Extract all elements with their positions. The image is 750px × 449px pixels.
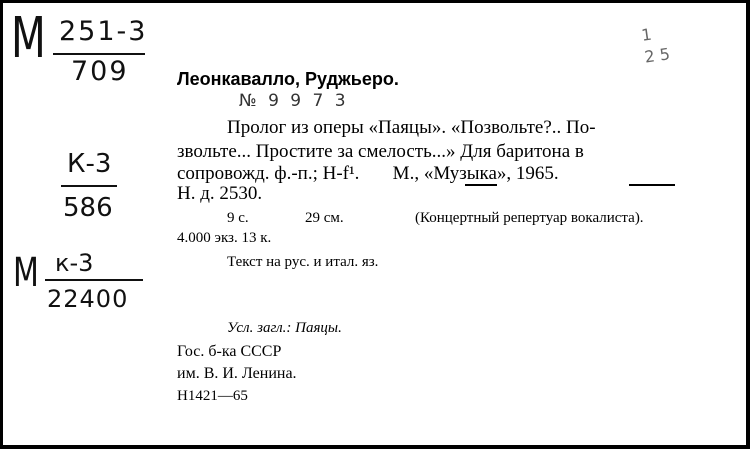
- collation-pages: 9 с.: [227, 210, 249, 226]
- language-note: Текст на рус. и итал. яз.: [227, 254, 379, 270]
- inventory-annotation: № 9 9 7 3: [239, 91, 349, 111]
- entry-heading: Леонкавалло, Руджьеро.: [177, 69, 399, 89]
- entry-body-line-4: Н. д. 2530.: [177, 183, 263, 204]
- uniform-title: Усл. загл.: Паяцы.: [227, 320, 342, 336]
- shelfmark-m2-top: к-3: [55, 249, 94, 277]
- underline-year: [629, 184, 675, 186]
- shelfmark-m1-rule: [53, 53, 145, 55]
- collation-size: 29 см.: [305, 210, 344, 226]
- underline-publisher: [465, 184, 497, 186]
- shelfmark-m2-rule: [45, 279, 143, 281]
- library-line-2: им. В. И. Ленина.: [177, 365, 297, 382]
- shelfmark-m2-prefix: М: [13, 250, 39, 296]
- shelfmark-m2-bottom: 22400: [47, 285, 129, 313]
- shelfmark-k1-rule: [61, 185, 117, 187]
- shelfmark-m1-top: 251-3: [59, 16, 148, 47]
- corner-pencil-marks: 1 2 5: [640, 24, 672, 67]
- shelfmark-k1-top: К-3: [67, 149, 112, 179]
- entry-body-line-3: сопровожд. ф.-п.; Н-f¹. М., «Музыка», 1965.: [177, 163, 559, 184]
- shelfmark-m1-bottom: 709: [71, 56, 129, 87]
- shelfmark-m1-prefix: М: [11, 6, 46, 71]
- shelfmark-k1-bottom: 586: [63, 193, 113, 223]
- entry-body-line-1: Пролог из оперы «Паяцы». «Позвольте?.. По-: [227, 117, 596, 138]
- card-number: Н1421—65: [177, 388, 248, 404]
- library-line-1: Гос. б-ка СССР: [177, 343, 282, 360]
- collation-series: (Концертный репертуар вокалиста).: [415, 210, 644, 226]
- entry-body-line-2: звольте... Простите за смелость...» Для баритона в: [177, 141, 584, 162]
- print-run-price: 4.000 экз. 13 к.: [177, 230, 272, 246]
